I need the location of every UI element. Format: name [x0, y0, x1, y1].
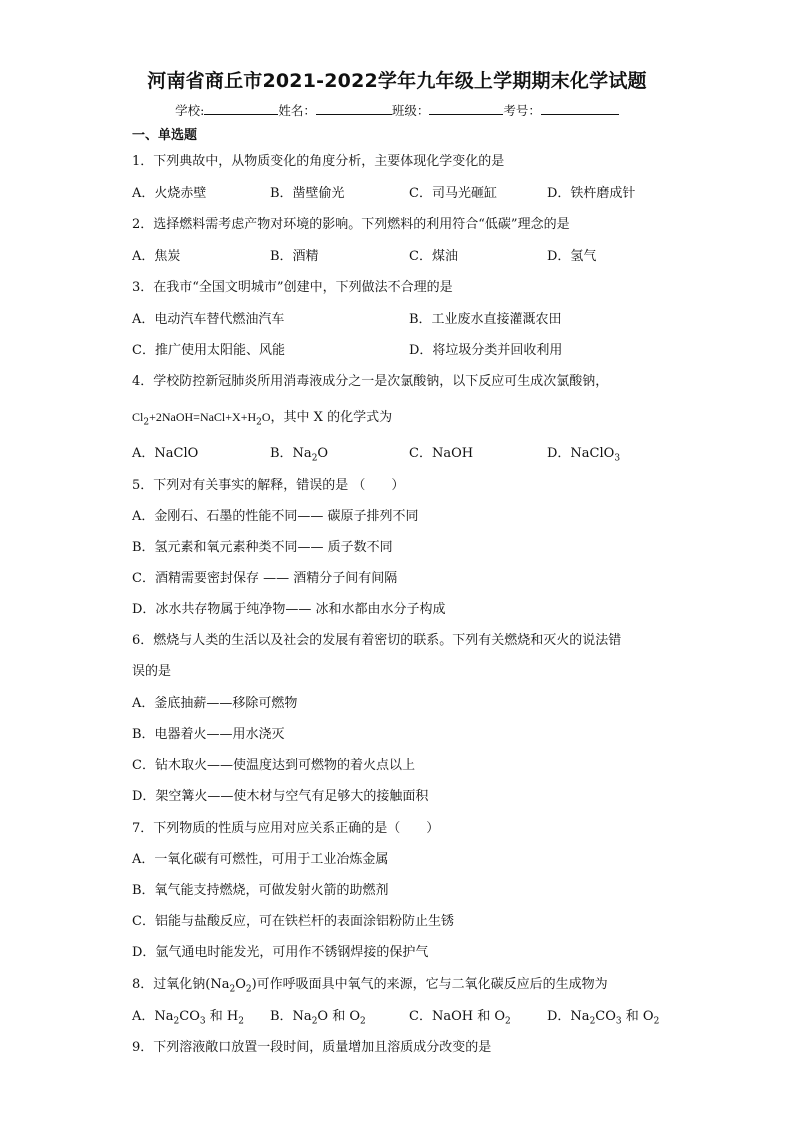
class-label: 班级： [391, 103, 430, 118]
q8-a-h: H [226, 1009, 239, 1024]
q7-option-a[interactable]: A．一氧化碳有可燃性，可用于工业冶炼金属 [132, 852, 389, 867]
q8-b-sub1: 2 [311, 1016, 318, 1027]
q3-option-a[interactable]: A．电动汽车替代燃油汽车 [132, 312, 285, 327]
school-label: 学校: [175, 103, 205, 118]
q4-d-sub: 3 [614, 453, 621, 464]
question-6-stem-cont: 误的是 [132, 664, 172, 679]
class-blank[interactable] [429, 102, 503, 115]
q4-b-sub: 2 [311, 453, 318, 464]
q4-d-text: D．NaClO [547, 446, 615, 461]
question-8-stem [132, 973, 608, 995]
q8-stem-a: 8．过氧化钠(Na [132, 977, 230, 992]
q4-option-d[interactable] [547, 442, 620, 464]
q2-option-a[interactable]: A．焦炭 [132, 249, 181, 264]
q1-option-c[interactable]: C．司马光砸缸 [409, 186, 497, 201]
section-heading: 一、单选题 [132, 128, 198, 143]
q8-b-sub2: 2 [360, 1016, 366, 1027]
q8-stem-b: O [235, 977, 246, 992]
q8-option-a[interactable] [132, 1005, 244, 1027]
question-9-stem: 9．下列溶液敞口放置一段时间，质量增加且溶质成分改变的是 [132, 1040, 492, 1055]
q8-d-sub1: 2 [589, 1016, 596, 1027]
q3-option-c[interactable]: C．推广使用太阳能、风能 [132, 343, 285, 358]
eq-sub-2b: 2 [256, 417, 262, 428]
q8-c-text: C．NaOH 和 O [409, 1009, 505, 1024]
q5-option-b[interactable]: B．氢元素和氧元素种类不同—— 质子数不同 [132, 540, 393, 555]
q4-option-b[interactable] [270, 442, 328, 464]
exam-no-blank[interactable] [541, 102, 619, 115]
name-label: 姓名： [278, 103, 316, 118]
q8-b-o: O [317, 1009, 329, 1024]
exam-no-label: 考号： [503, 103, 541, 118]
q8-option-b[interactable] [270, 1005, 366, 1027]
question-6-stem: 6．燃烧与人类的生活以及社会的发展有着密切的联系。下列有关燃烧和灭火的说法错 [132, 633, 622, 648]
eq-tail: ，其中 X 的化学式为 [270, 410, 393, 425]
q8-b-o2: O [349, 1009, 361, 1024]
question-5-stem: 5．下列对有关事实的解释，错误的是 （ ） [132, 478, 405, 493]
q8-a-sub3: 2 [238, 1016, 244, 1027]
q8-stem-c: )可作呼吸面具中氧气的来源，它与二氧化碳反应后的生成物为 [251, 977, 608, 992]
question-1-stem: 1．下列典故中，从物质变化的角度分析，主要体现化学变化的是 [132, 154, 505, 169]
q8-a-he: 和 [205, 1009, 227, 1024]
q6-option-a[interactable]: A．釜底抽薪——移除可燃物 [132, 696, 298, 711]
page-title: 河南省商丘市2021-2022学年九年级上学期期末化学试题 [147, 70, 647, 92]
q8-a-text: A．Na [132, 1009, 174, 1024]
q7-option-d[interactable]: D．氩气通电时能发光，可用作不锈钢焊接的保护气 [132, 945, 429, 960]
q8-d-he: 和 [621, 1009, 643, 1024]
q8-sub-2: 2 [245, 984, 252, 995]
q6-option-d[interactable]: D．架空篝火——使木材与空气有足够大的接触面积 [132, 789, 429, 804]
q8-d-text: D．Na [547, 1009, 590, 1024]
q5-option-d[interactable]: D．冰水共存物属于纯净物—— 冰和水都由水分子构成 [132, 602, 446, 617]
q2-option-d[interactable]: D．氢气 [547, 249, 597, 264]
q8-c-sub: 2 [505, 1016, 511, 1027]
eq-cl: Cl [132, 410, 144, 424]
q8-a-sub2: 3 [199, 1016, 206, 1027]
q3-option-b[interactable]: B．工业废水直接灌溉农田 [409, 312, 562, 327]
q8-sub-1: 2 [229, 984, 236, 995]
school-blank[interactable] [204, 102, 278, 115]
q3-option-d[interactable]: D．将垃圾分类并回收利用 [409, 343, 563, 358]
question-3-stem: 3．在我市“全国文明城市”创建中，下列做法不合理的是 [132, 280, 453, 295]
q8-d-sub3: 2 [653, 1016, 660, 1027]
q8-d-co: CO [595, 1009, 616, 1024]
eq-o: O [261, 410, 271, 424]
q4-b-o: O [317, 446, 329, 461]
eq-sub-2a: 2 [143, 417, 150, 428]
q7-option-b[interactable]: B．氧气能支持燃烧，可做发射火箭的助燃剂 [132, 883, 389, 898]
question-4-stem: 4．学校防控新冠肺炎所用消毒液成分之一是次氯酸钠，以下反应可生成次氯酸钠， [132, 374, 609, 389]
q5-option-c[interactable]: C．酒精需要密封保存 —— 酒精分子间有间隔 [132, 571, 398, 586]
q4-b-text: B．Na [270, 446, 312, 461]
q4-equation [132, 406, 392, 428]
q4-option-c[interactable]: C．NaOH [409, 446, 474, 461]
q7-option-c[interactable]: C．铝能与盐酸反应，可在铁栏杆的表面涂铝粉防止生锈 [132, 914, 454, 929]
q1-option-b[interactable]: B．凿壁偷光 [270, 186, 345, 201]
q2-option-c[interactable]: C．煤油 [409, 249, 458, 264]
q1-option-d[interactable]: D．铁杵磨成针 [547, 186, 636, 201]
name-blank[interactable] [316, 102, 392, 115]
q8-d-sub2: 3 [615, 1016, 622, 1027]
q8-d-o: O [642, 1009, 654, 1024]
q8-b-he: 和 [328, 1009, 350, 1024]
q1-option-a[interactable]: A．火烧赤壁 [132, 186, 207, 201]
q8-option-d[interactable] [547, 1005, 659, 1027]
q8-a-sub1: 2 [173, 1016, 180, 1027]
student-info-line [0, 101, 794, 119]
q2-option-b[interactable]: B．酒精 [270, 249, 319, 264]
q8-a-co: CO [179, 1009, 200, 1024]
q8-b-text: B．Na [270, 1009, 312, 1024]
q8-option-c[interactable] [409, 1005, 511, 1027]
q5-option-a[interactable]: A．金刚石、石墨的性能不同—— 碳原子排列不同 [132, 509, 419, 524]
q6-option-b[interactable]: B．电器着火——用水浇灭 [132, 727, 285, 742]
q4-option-a[interactable]: A．NaClO [132, 446, 199, 461]
question-2-stem: 2．选择燃料需考虑产物对环境的影响。下列燃料的利用符合“低碳”理念的是 [132, 217, 570, 232]
eq-mid: +2NaOH=NaCl+X+H [149, 410, 257, 424]
q6-option-c[interactable]: C．钻木取火——使温度达到可燃物的着火点以上 [132, 758, 415, 773]
question-7-stem: 7．下列物质的性质与应用对应关系正确的是（ ） [132, 821, 440, 836]
